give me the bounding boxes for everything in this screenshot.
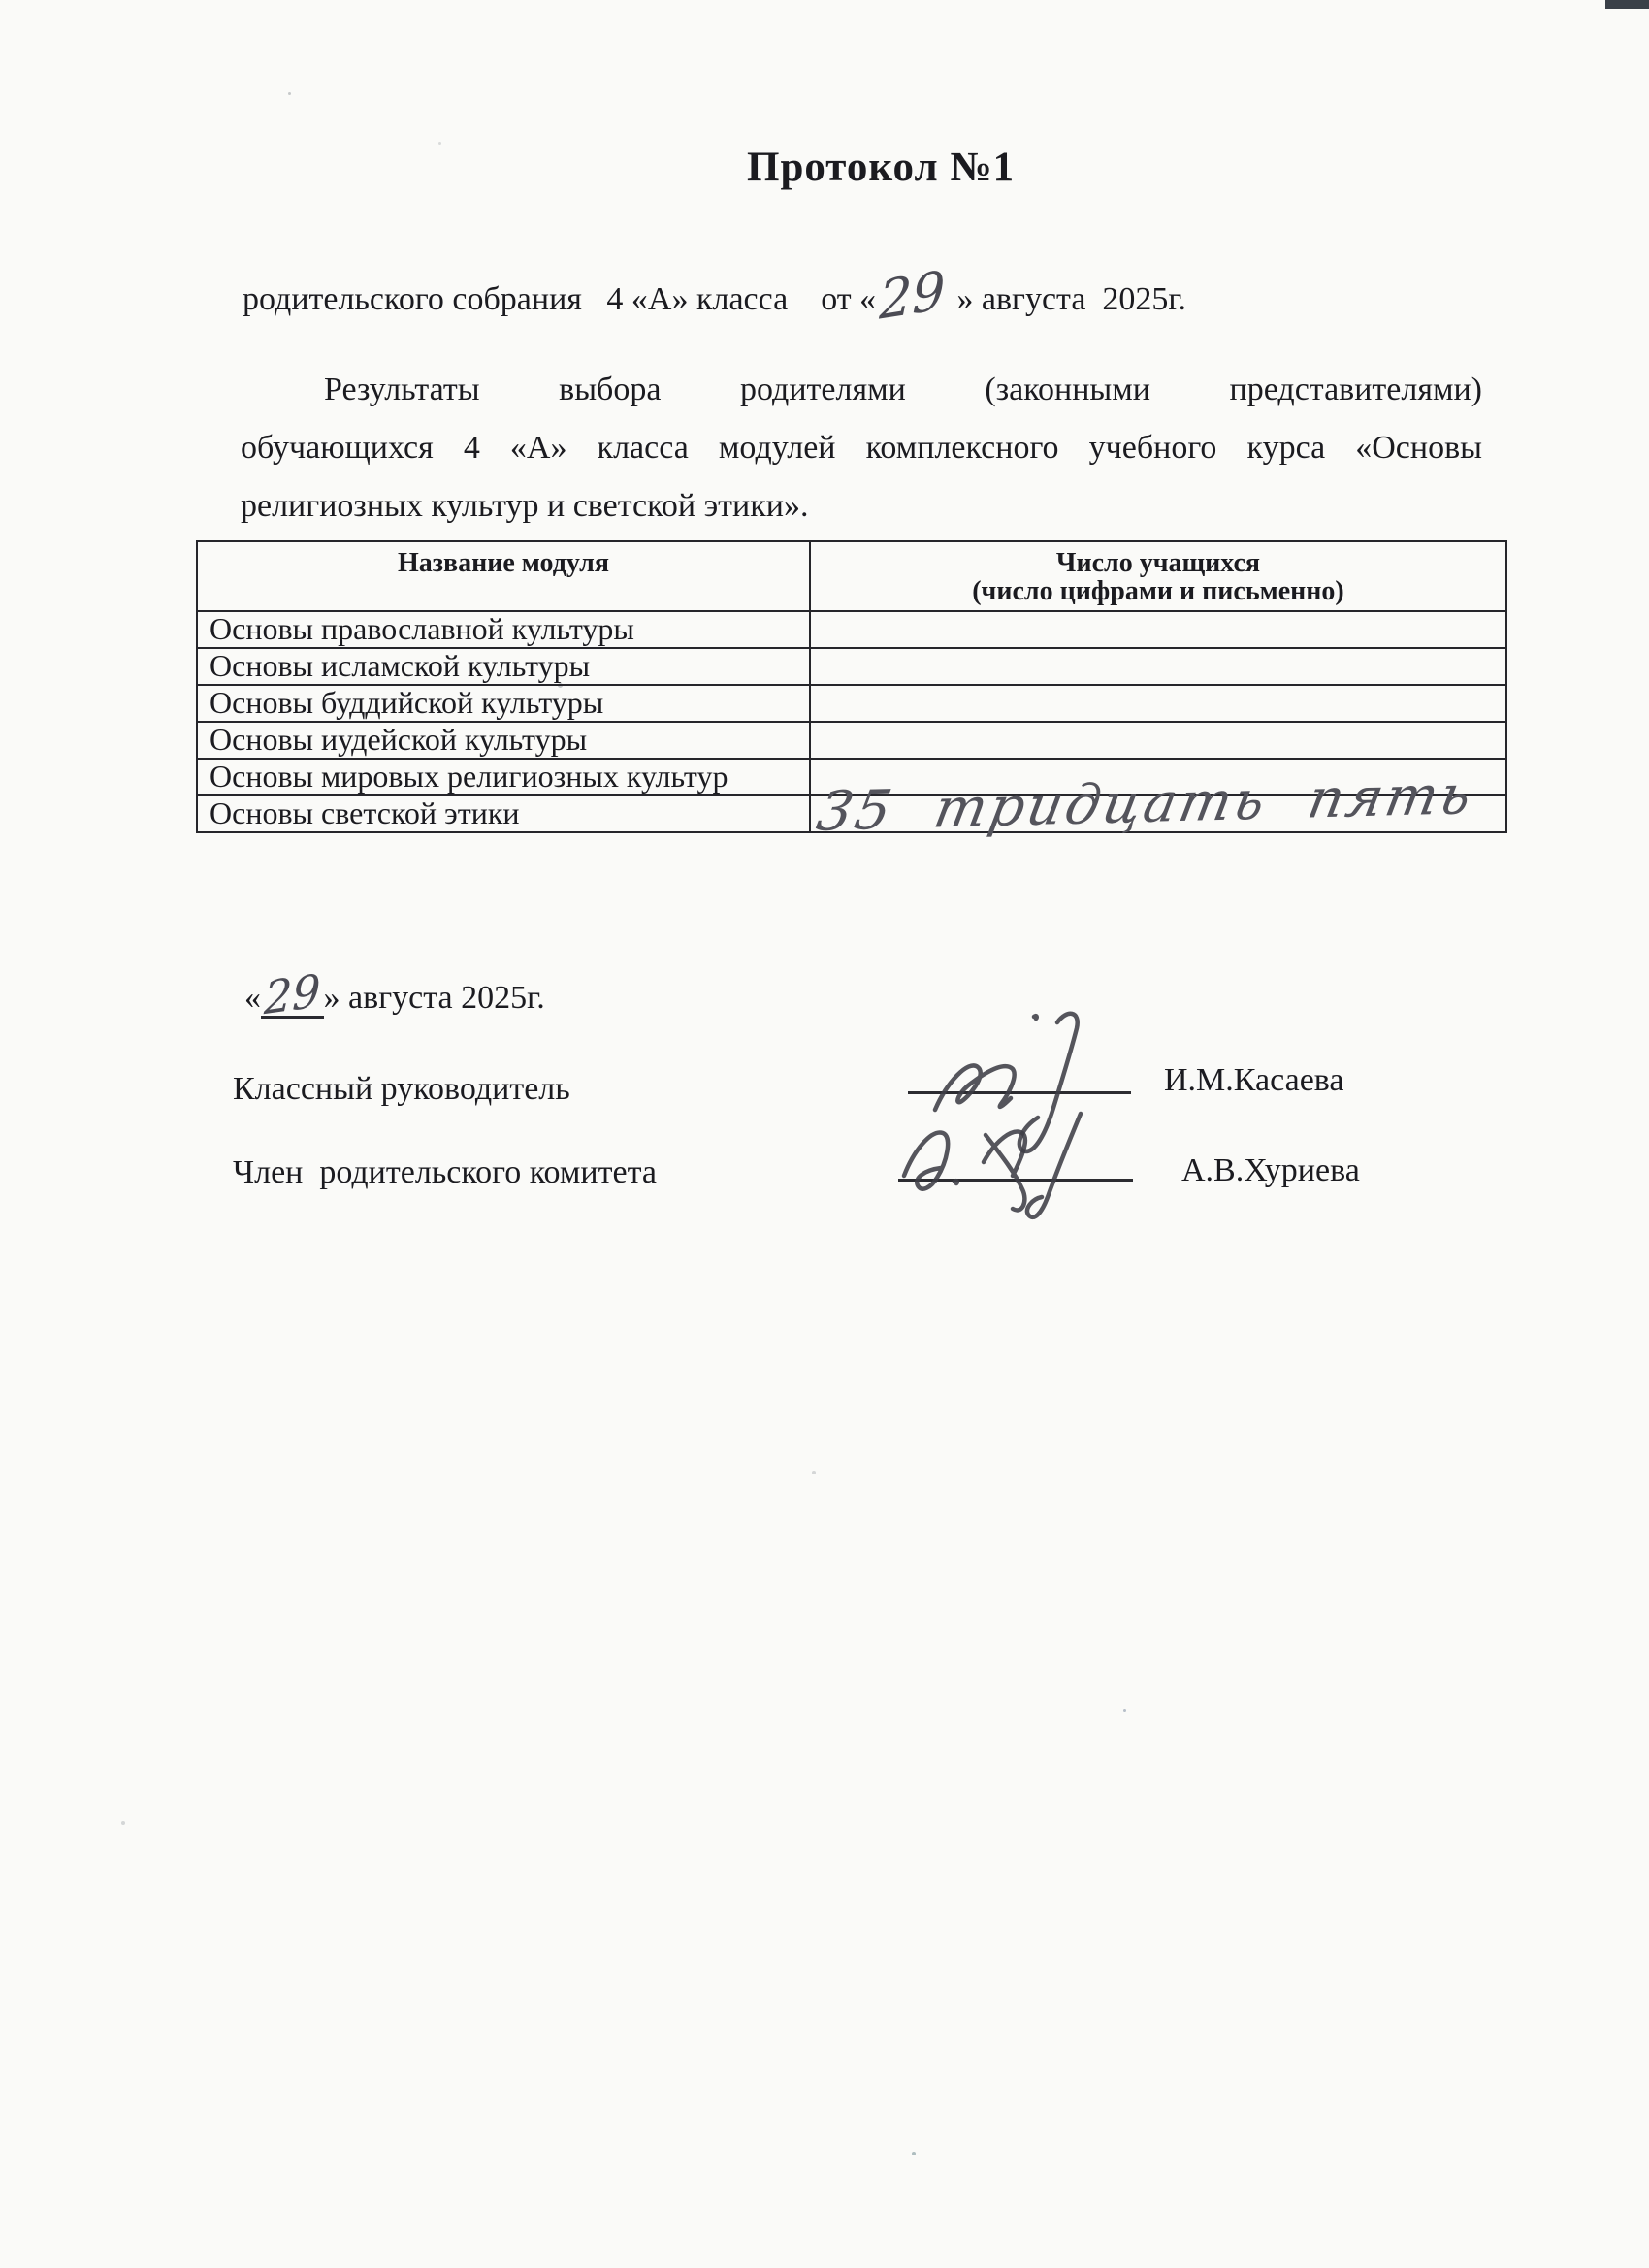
count-cell [810, 648, 1506, 685]
column-header-module-name: Название модуля [197, 541, 810, 611]
module-name-cell: Основы иудейской культуры [197, 722, 810, 759]
count-cell [810, 611, 1506, 648]
scan-speck [121, 1821, 125, 1825]
student-count-header-line2: (число цифрами и письменно) [972, 576, 1344, 606]
results-paragraph [241, 361, 1482, 535]
paragraph-line: обучающихся 4 «А» класса модулей комплексного учебного курса «Основы [241, 430, 1482, 466]
module-name-cell: Основы светской этики [197, 795, 810, 832]
count-cell [810, 722, 1506, 759]
scan-speck [912, 2152, 916, 2155]
scan-speck [812, 1471, 816, 1474]
module-name-cell: Основы буддийской культуры [197, 685, 810, 722]
handwritten-day-top: 29 [879, 259, 947, 332]
signer-name-khurieva: А.В.Хуриева [1181, 1152, 1360, 1188]
signer-role-parent-committee: Член родительского комитета [233, 1154, 657, 1190]
table-row [197, 648, 1506, 685]
handwritten-count: 35 тридцать пять [812, 763, 1479, 844]
signer-name-kasaeva: И.М.Касаева [1164, 1062, 1344, 1098]
module-name-cell: Основы исламской культуры [197, 648, 810, 685]
paragraph-line: Результаты выбора родителями (законными представителями) [324, 372, 1482, 407]
handwritten-day-bottom: 29 [261, 978, 324, 1019]
intro-text-before: родительского собрания 4 «А» класса от « [242, 281, 877, 317]
intro-text-after: » августа 2025г. [948, 281, 1187, 317]
scan-edge-mark [1605, 0, 1649, 9]
date-line [244, 963, 545, 1025]
date-text-after: » августа 2025г. [323, 980, 545, 1016]
table-row [197, 611, 1506, 648]
scan-speck [438, 142, 441, 145]
page-title: Протокол №1 [747, 145, 1016, 190]
signature-scribble-khurieva [890, 1108, 1148, 1258]
signer-role-class-teacher: Классный руководитель [233, 1071, 570, 1107]
table-row [197, 685, 1506, 722]
column-header-student-count [810, 541, 1506, 611]
count-cell [810, 685, 1506, 722]
scan-speck [1123, 1709, 1126, 1712]
paragraph-line: религиозных культур и светской этики». [241, 488, 809, 524]
table-header-row [197, 541, 1506, 611]
scan-speck [288, 92, 291, 95]
student-count-header-line1: Число учащихся [1055, 548, 1261, 578]
table-row [197, 722, 1506, 759]
date-text-before: « [244, 980, 261, 1016]
module-name-cell: Основы православной культуры [197, 611, 810, 648]
intro-line [242, 259, 1187, 332]
module-name-cell: Основы мировых религиозных культур [197, 759, 810, 795]
